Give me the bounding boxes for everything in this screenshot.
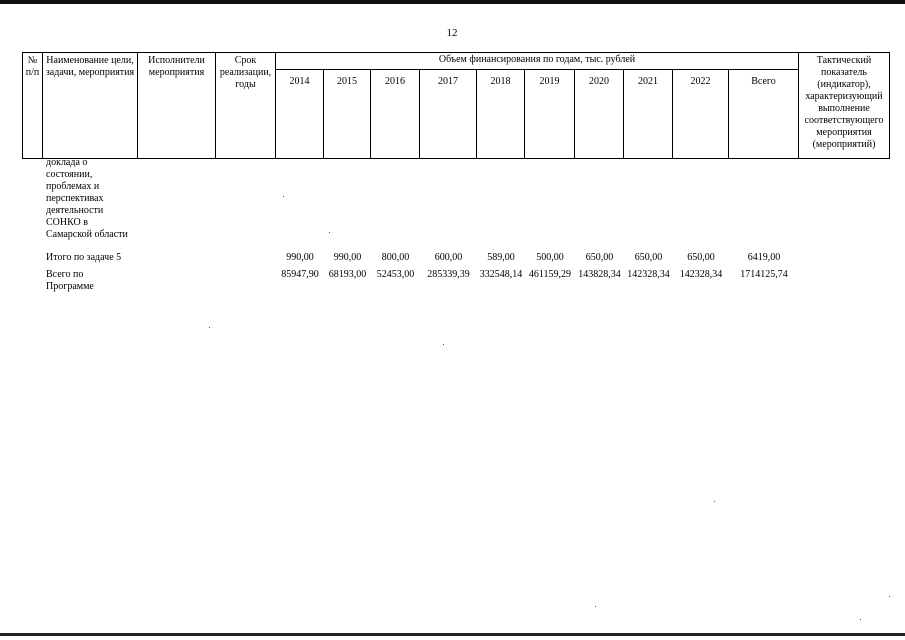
header-year-2022: 2022 (673, 70, 729, 159)
continuation-line: состоянии, (46, 169, 93, 180)
header-year-2014: 2014 (276, 70, 324, 159)
row-value-2016: 52453,00 (376, 269, 415, 280)
row-value-2017: 285339,39 (427, 269, 470, 280)
name-continuation (46, 157, 128, 241)
continuation-line: Самарской области (46, 229, 128, 240)
row-value-2022: 142328,34 (679, 269, 723, 280)
header-year-2021: 2021 (624, 70, 673, 159)
header-name: Наименование цели, задачи, мероприятия (43, 53, 138, 159)
header-year-2018: 2018 (477, 70, 525, 159)
header-executors: Исполнители мероприятия (138, 53, 216, 159)
header-num: № п/п (23, 53, 43, 159)
scan-speck (889, 596, 890, 597)
row-value-2015: 990,00 (333, 252, 362, 263)
table-header (22, 52, 890, 159)
row-total: 6419,00 (747, 252, 781, 263)
continuation-line: перспективах (46, 193, 104, 204)
page-number: 12 (446, 27, 458, 39)
row-total: 1714125,74 (740, 269, 788, 280)
row-value-2020: 143828,34 (578, 269, 621, 280)
row-label: Итого по задаче 5 (46, 252, 122, 263)
row-value-2018: 589,00 (487, 252, 515, 263)
continuation-line: деятельности (46, 205, 104, 216)
row-value-2014: 990,00 (286, 252, 314, 263)
header-year-2016: 2016 (371, 70, 420, 159)
header-year-2015: 2015 (324, 70, 371, 159)
row-value-2020: 650,00 (585, 252, 614, 263)
row-value-2018: 332548,14 (479, 269, 523, 280)
scan-speck (860, 619, 861, 620)
row-value-2014: 85947,90 (281, 269, 319, 280)
scan-speck (329, 232, 330, 233)
row-value-2016: 800,00 (381, 252, 410, 263)
row-value-2019: 461159,29 (528, 269, 572, 280)
header-year-2019: 2019 (525, 70, 575, 159)
row-value-2015: 68193,00 (328, 269, 367, 280)
continuation-line: проблемах и (46, 181, 100, 192)
scan-speck (209, 327, 210, 328)
row-value-2022: 650,00 (687, 252, 715, 263)
header-term: Срок реализации, годы (216, 53, 276, 159)
row-value-2017: 600,00 (434, 252, 463, 263)
header-total: Всего (729, 70, 799, 159)
scan-speck (714, 501, 715, 502)
row-value-2021: 142328,34 (627, 269, 670, 280)
scan-speck (595, 606, 596, 607)
row-label: Всего по Программе (46, 269, 94, 292)
row-value-2019: 500,00 (536, 252, 564, 263)
scan-speck (283, 196, 284, 197)
continuation-line: доклада о (46, 157, 88, 168)
continuation-line: СОНКО в (46, 217, 88, 228)
scan-speck (443, 344, 444, 345)
row-value-2021: 650,00 (634, 252, 663, 263)
header-year-2017: 2017 (420, 70, 477, 159)
header-funding: Объем финансирования по годам, тыс. рублей (276, 53, 799, 70)
scan-edge-bottom (0, 633, 905, 636)
scan-edge-top (0, 0, 905, 4)
header-year-2020: 2020 (575, 70, 624, 159)
header-indicator: Тактический показатель (индикатор), характеризующий выполнение соответствующего мероприятия (мероприятий) (799, 53, 890, 159)
